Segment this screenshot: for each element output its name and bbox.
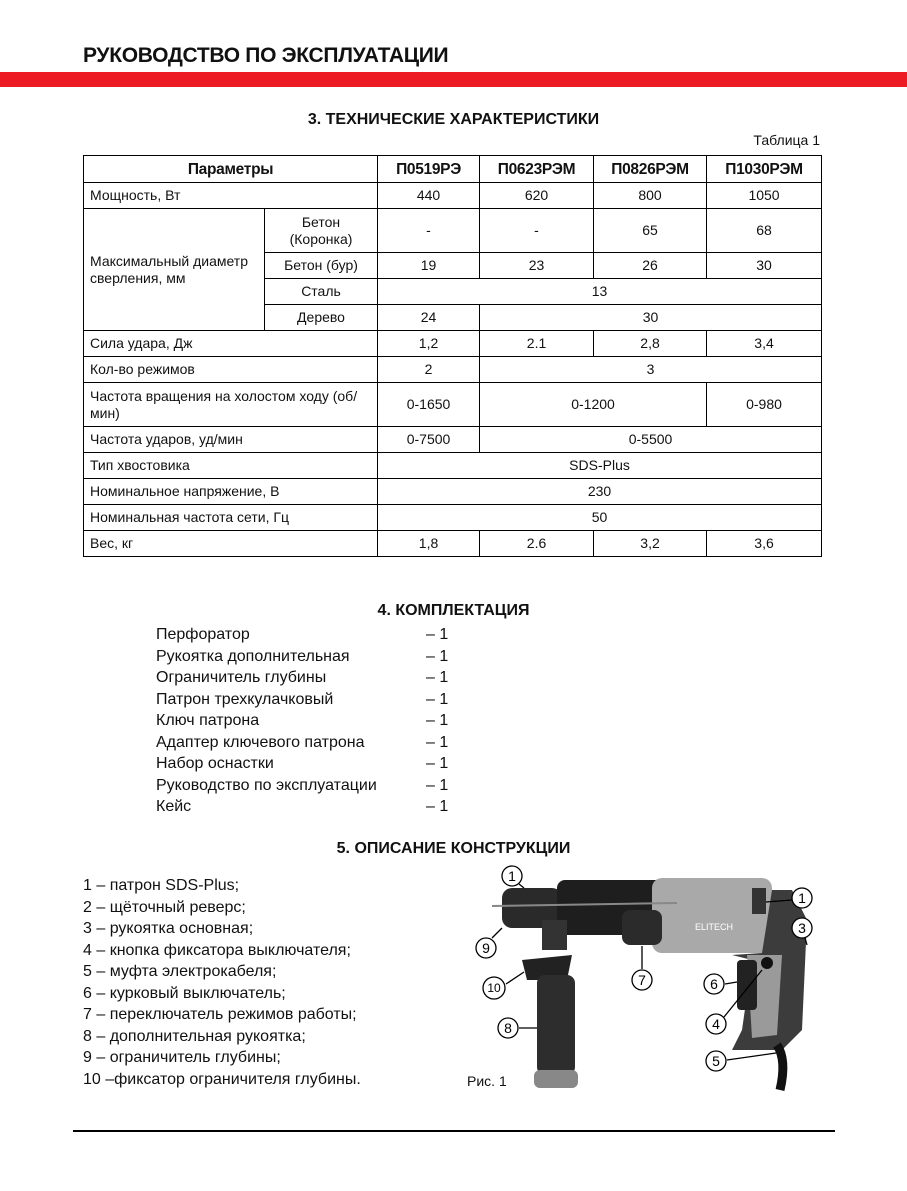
cell: 3 [480,357,822,383]
cell: 30 [707,253,822,279]
cell: 1,8 [378,531,480,557]
callout-label: 10 [487,981,501,995]
cell: 1050 [707,183,822,209]
header-cell: П0826РЭМ [594,156,707,183]
list-item [156,775,448,797]
row-label: Частота ударов, уд/мин [84,427,378,453]
table-row [84,479,822,505]
item-name: Руководство по эксплуатации [156,776,377,794]
cell: 65 [594,209,707,253]
cell: 800 [594,183,707,209]
cell: - [480,209,594,253]
list-item: 5 – муфта электрокабеля; [83,963,277,980]
list-item [156,753,448,775]
list-item: 1 – патрон SDS-Plus; [83,877,240,894]
figure-caption: Рис. 1 [467,1073,507,1089]
sub-label: Дерево [265,305,378,331]
cell: 2 [378,357,480,383]
cell: - [378,209,480,253]
construction-list [83,875,361,1090]
sub-label: Бетон (бур) [265,253,378,279]
list-item [156,646,448,668]
item-name: Адаптер ключевого патрона [156,733,365,751]
cell: SDS-Plus [378,453,822,479]
table-row [84,453,822,479]
list-item [156,710,448,732]
row-label: Номинальное напряжение, В [84,479,378,505]
cell: 0-1200 [480,383,707,427]
list-item [156,732,448,754]
item-name: Ограничитель глубины [156,669,327,686]
item-name: Рукоятка дополнительная [156,647,350,665]
callout-label: 1 [508,868,516,884]
cell: 0-1650 [378,383,480,427]
cell: 3,2 [594,531,707,557]
callout-label: 1 [798,890,806,906]
cell: 230 [378,479,822,505]
cell: 440 [378,183,480,209]
table-row [84,383,822,427]
item-qty: – 1 [426,798,449,815]
table-row [84,427,822,453]
cell: 19 [378,253,480,279]
cell: 23 [480,253,594,279]
cell: 620 [480,183,594,209]
cell: 24 [378,305,480,331]
list-item: 2 – щёточный реверс; [83,898,246,916]
cell: 2.6 [480,531,594,557]
specs-table [83,155,822,557]
cell: 3,4 [707,331,822,357]
list-item [156,667,448,689]
list-item [156,624,448,646]
list-item: 3 – рукоятка основная; [83,920,254,937]
item-qty: – 1 [426,690,449,708]
callout-label: 3 [798,920,806,936]
construction-title: 5. ОПИСАНИЕ КОНСТРУКЦИИ [336,840,571,857]
callout-label: 4 [712,1016,720,1032]
header-cell: П0623РЭМ [480,156,594,183]
header-cell: П1030РЭМ [707,156,822,183]
list-item: 7 – переключатель режимов работы; [83,1006,357,1023]
item-qty: – 1 [426,712,449,729]
row-label: Сила удара, Дж [84,331,378,357]
callout-label: 5 [712,1053,720,1069]
table-row [84,183,822,209]
item-name: Кейс [156,798,192,815]
list-item: 10 –фиксатор ограничителя глубины. [83,1070,361,1088]
cell: 2,8 [594,331,707,357]
item-qty: – 1 [426,647,449,665]
row-label: Номинальная частота сети, Гц [84,505,378,531]
list-item: 6 – курковый выключатель; [83,984,286,1002]
item-name: Патрон трехкулачковый [156,690,334,708]
table-header-row [84,156,822,183]
specs-title: 3. ТЕХНИЧЕСКИЕ ХАРАКТЕРИСТИКИ [307,111,600,128]
callout-label: 8 [504,1020,512,1036]
sub-label: Бетон (Коронка) [265,209,378,253]
table-caption: Таблица 1 [753,132,820,148]
document-header: РУКОВОДСТВО ПО ЭКСПЛУАТАЦИИ [83,44,449,67]
cell: 68 [707,209,822,253]
callout-label: 9 [482,940,490,956]
list-item [156,796,448,818]
cell: 2.1 [480,331,594,357]
item-qty: – 1 [426,755,449,772]
row-label: Максимальный диаметр сверления, мм [84,209,265,331]
kit-title: 4. КОМПЛЕКТАЦИЯ [377,602,530,619]
callout-label: 7 [638,972,646,988]
row-label: Частота вращения на холостом ходу (об/мин) [84,383,378,427]
cell: 0-7500 [378,427,480,453]
kit-list [156,624,448,818]
list-item: 9 – ограничитель глубины; [83,1049,281,1066]
row-label: Мощность, Вт [84,183,378,209]
table-row [84,209,822,253]
header-cell: П0519РЭ [378,156,480,183]
item-qty: – 1 [426,669,449,686]
table-row [84,357,822,383]
cell: 0-980 [707,383,822,427]
item-name: Ключ патрона [156,712,260,729]
cell: 30 [480,305,822,331]
sub-label: Сталь [265,279,378,305]
callout-label: 6 [710,976,718,992]
row-label: Тип хвостовика [84,453,378,479]
list-item: 8 – дополнительная рукоятка; [83,1027,306,1045]
item-name: Набор оснастки [156,755,274,772]
brand-logo: ELITECH [694,922,734,932]
item-qty: – 1 [426,626,449,643]
header-red-bar [0,72,907,87]
header-cell: Параметры [84,156,378,183]
row-label: Кол-во режимов [84,357,378,383]
list-item: 4 – кнопка фиксатора выключателя; [83,941,351,959]
item-qty: – 1 [426,776,449,794]
table-row [84,505,822,531]
cell: 50 [378,505,822,531]
cell: 0-5500 [480,427,822,453]
row-label: Вес, кг [84,531,378,557]
list-item [156,689,448,711]
cell: 26 [594,253,707,279]
cell: 13 [378,279,822,305]
table-row [84,331,822,357]
rotary-hammer-figure [462,860,822,1100]
item-qty: – 1 [426,733,449,751]
cell: 3,6 [707,531,822,557]
footer-divider [73,1130,835,1132]
table-row [84,531,822,557]
item-name: Перфоратор [156,626,250,643]
cell: 1,2 [378,331,480,357]
